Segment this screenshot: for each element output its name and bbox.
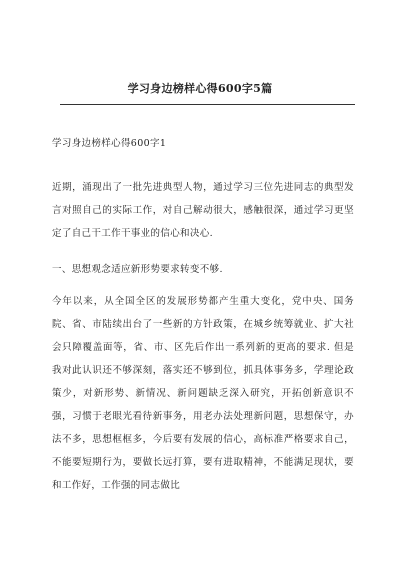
document-title: 学习身边榜样心得600字5篇: [127, 82, 273, 95]
section-subtitle: 学习身边榜样心得600字1: [52, 138, 167, 149]
paragraph-intro: 近期，涌现出了一批先进典型人物，通过学习三位先进同志的典型发言对照自己的实际工作，对自己解动很大，感触很深，通过学习更坚定了自己干工作干事业的信心和决心.: [52, 182, 354, 239]
paragraph-body: 今年以来，从全国全区的发展形势都产生重大变化，党中央、国务院、省、市陆续出台了一些新的方针政策，在城乡统筹就业、扩大社会只障覆盖面等，省、市、区先后作出一系列新的更高的要求. 但是我对此认识还不够深刻，落实还不够到位，抓具体事务多，学理论政策少，对新形势、新情况、新问题缺乏深入研究，开拓创新意识不强，习惯于老眼光看待新事务，用老办法处理新问题，思想保守，办法不多，思想框框多，今后要有发展的信心，高标准严格要求自己，不能要短期行为，要做长远打算，要有进取精神，不能满足现状，要和工作好，工作强的同志做比: [52, 296, 354, 491]
title-divider: [60, 104, 355, 105]
section-heading-1: 一、思想观念适应新形势要求转变不够.: [52, 264, 223, 275]
